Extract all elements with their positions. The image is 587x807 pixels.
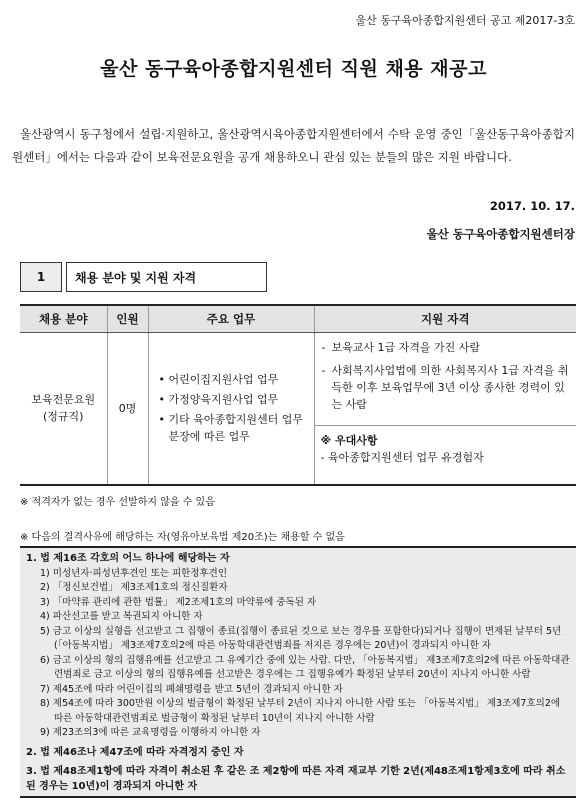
disq-sub-item: 2) 「정신보건법」 제3조제1호의 정신질환자 [40,582,228,593]
section-number: 1 [20,262,62,292]
preference-block [315,425,577,472]
disq-item-2: 2. 법 제46조나 제47조에 따라 자격정지 중인 자 [26,746,244,758]
disq-sub-item: 3) 「마약류 관리에 관한 법률」 제2조제1호의 마약류에 중독된 자 [40,596,317,608]
section-1-header [20,262,267,292]
disq-item-3: 3. 법 제48조제1항에 따라 자격이 취소된 후 같은 조 제2항에 따른 자격 재교부 기한 2년(제48조제1항제3호에 따라 취소된 경우는 10년)이 경과되지 아니한 자 [26,766,566,792]
field-type: (정규직) [43,410,84,424]
disq-sub-item: 6) 금고 이상의 형의 집행유예를 선고받고 그 유예기간 중에 있는 사람. 다만, 「아동복지법」 제3조제7호의2에 따른 아동학대관련범죄로 금고 이상의 형의 집행유예를 선고받은 경우에는 그 집행유예가 확정된 날부터 20년이 지나지 아니한 사람 [40,654,570,680]
signatory: 울산 동구육아종합지원센터장 [426,227,575,241]
field-cell [20,332,107,485]
header-count: 인원 [107,305,148,332]
note-disqualified: ※ 다음의 결격사유에 해당하는 자(영유아보육법 제20조)는 채용할 수 없음 [20,532,345,543]
table-row [20,332,576,485]
duty-item: • 기타 육아종합지원센터 업무분장에 따른 업무 [159,411,308,445]
recruitment-table [20,304,576,486]
duties-cell [148,332,314,485]
disq-sub-item: 4) 파산선고를 받고 복권되지 아니한 자 [40,611,203,622]
note-unfit: ※ 적격자가 없는 경우 선발하지 않을 수 있음 [20,497,215,508]
disq-sub-item: 8) 제54조에 따라 300만원 이상의 벌금형이 확정된 날부터 2년이 지나지 아니한 사람 또는 「아동복지법」 제3조제7호의2에 따른 아동학대관련범죄로 벌금형이 확정된 날부터 10년이 지나지 아니한 사람 [40,698,561,724]
field-name: 보육전문요원 [31,393,96,407]
qualification-item: - 보육교사 1급 자격을 가진 사람 [321,339,571,356]
duty-item: • 어린이집지원사업 업무 [159,371,308,388]
disq-sub-item: 7) 제45조에 따라 어린이집의 폐쇄명령을 받고 5년이 경과되지 아니한 자 [40,683,343,695]
header-field: 채용 분야 [20,305,107,332]
preference-title: ※ 우대사항 [320,433,378,447]
disq-item-1: 1. 법 제16조 각호의 어느 하나에 해당하는 자 [26,553,230,564]
count-cell: 0명 [107,332,148,485]
notice-date: 2017. 10. 17. [489,199,575,213]
intro-paragraph: 울산광역시 동구청에서 설립·지원하고, 울산광역시육아종합지원센터에서 수탁 운영 중인「울산동구육아종합지원센터」에서는 다음과 같이 보육전문요원을 공개 채용하오니 관심 있는 분들의 많은 지원 바랍니다. [12,127,575,164]
disq-sub-item: 9) 제23조의3에 따른 교육명령을 이행하지 아니한 자 [40,727,261,738]
qualification-item: - 사회복지사업법에 의한 사회복지사 1급 자격을 취득한 이후 보육업무에 3년 이상 종사한 경력이 있는 사람 [321,362,571,413]
disqualification-box [20,546,576,798]
section-title: 채용 분야 및 지원 자격 [66,262,267,292]
header-qualifications: 지원 자격 [314,305,576,332]
disq-sub-item: 5) 금고 이상의 실형을 선고받고 그 집행이 종료(집행이 종료된 것으로 보는 경우를 포함한다)되거나 집행이 면제된 날부터 5년(「아동복지법」 제3조제7호의2에 따른 아동학대관련범죄를 저지른 경우에는 20년)이 경과되지 아니한 자 [40,625,562,651]
notice-number: 울산 동구육아종합지원센터 공고 제2017-3호 [355,14,575,27]
qualifications-cell [314,332,576,485]
disq-sub-item: 1) 미성년자·피성년후견인 또는 피한정후견인 [40,567,228,579]
duty-item: • 가정양육지원사업 업무 [159,391,308,408]
table-header-row [20,305,576,332]
header-duties: 주요 업무 [148,305,314,332]
preference-item: - 육아종합지원센터 업무 유경험자 [320,450,484,464]
page-title: 울산 동구육아종합지원센터 직원 채용 재공고 [100,58,487,80]
